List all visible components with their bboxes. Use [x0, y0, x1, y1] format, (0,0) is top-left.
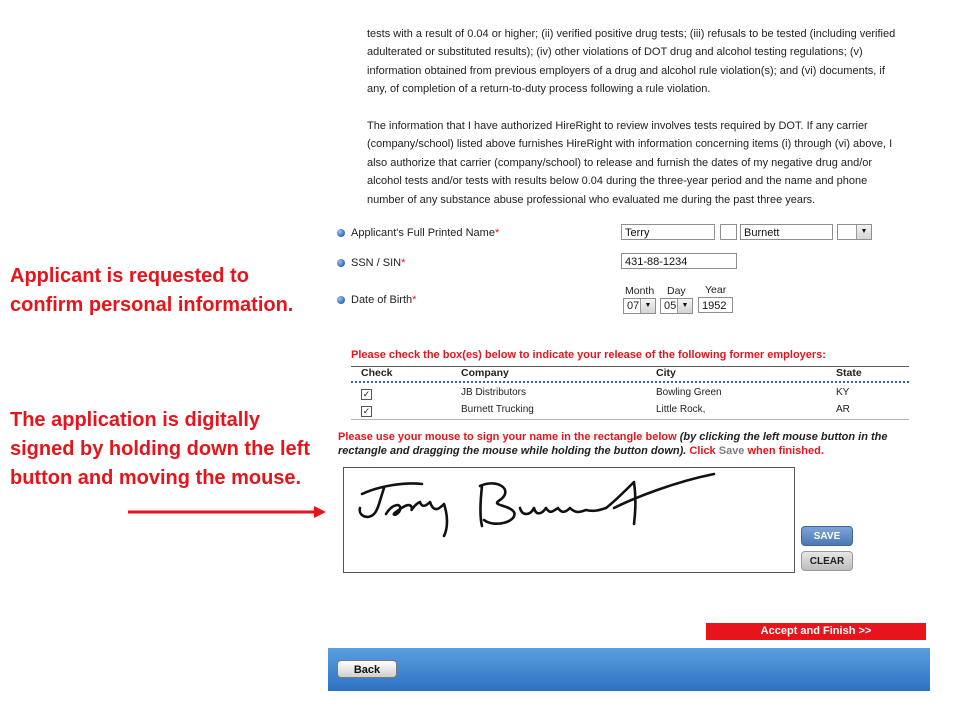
day-select[interactable]: [660, 298, 693, 314]
table-header: [351, 366, 909, 383]
release-title: Please check the box(es) below to indicate your release of the following former employers:: [351, 349, 826, 361]
chevron-down-icon: ▼: [640, 299, 655, 313]
instr-text-1: Please use your mouse to sign your name in the rectangle below: [338, 431, 680, 443]
authorization-text-2: The information that I have authorized HireRight to review involves tests required by DOT. If any carrier (company/school) listed above furnishes HireRight with information concerning items (i) through (vi) above, I also authorize that carrier (company/school) to release and furnish the dates of my negative drug and/or alcohol tests and/or tests with results below 0.04 during the three-year period and the name and phone number of any substance abuse professional who evaluated me during the past three years.: [367, 120, 893, 206]
instr-text-4: when finished.: [744, 445, 824, 457]
required-mark: *: [401, 257, 406, 269]
ssn-input[interactable]: 431-88-1234: [621, 253, 737, 269]
day-value: 05: [664, 300, 677, 312]
city-cell: Bowling Green: [656, 387, 722, 398]
release-checkbox[interactable]: ✓: [362, 406, 371, 416]
header-state: State: [836, 367, 862, 379]
authorization-text-1: tests with a result of 0.04 or higher; (ii) verified positive drug tests; (iii) refusals to be tested (including verified adulterated or substituted results); (iv) other violations of DOT drug and alcohol testing regulations; (v) information obtained from previous employers of a drug and alcohol rule violation(s); and (vi) documents, if any, of completion of a return-to-duty process following a rule violation.: [367, 28, 896, 96]
day-label: Day: [667, 285, 686, 297]
signature-pad[interactable]: [343, 467, 795, 573]
dob-label: Date of Birth: [351, 294, 413, 306]
back-button[interactable]: Back: [337, 660, 397, 678]
accept-and-finish-button[interactable]: Accept and Finish >>: [706, 623, 926, 640]
middle-initial-input[interactable]: [720, 224, 737, 240]
year-label: Year: [705, 284, 727, 296]
month-label: Month: [625, 285, 655, 297]
signature-instructions: [338, 430, 918, 458]
signature-drawing: [344, 468, 794, 572]
instr-save-word: Save: [718, 445, 745, 457]
state-cell: KY: [836, 387, 850, 398]
suffix-select[interactable]: [837, 224, 872, 240]
month-value: 07: [627, 300, 640, 312]
clear-button[interactable]: CLEAR: [801, 551, 853, 571]
chevron-down-icon: ▼: [677, 299, 692, 313]
instr-text-2: (by clicking the left mouse button in the rectangle and dragging the mouse while holding the button down).: [338, 431, 888, 457]
year-input[interactable]: 1952: [698, 297, 733, 313]
chevron-down-icon: ▼: [856, 225, 871, 239]
required-mark: *: [494, 227, 500, 239]
release-checkbox[interactable]: ✓: [362, 389, 371, 399]
instr-text-3: Click: [686, 445, 719, 457]
table-row: [351, 402, 909, 419]
employer-table: [351, 366, 909, 420]
ssn-label: SSN / SIN: [351, 257, 402, 269]
last-name-input[interactable]: Burnett: [740, 224, 833, 240]
header-check: Check: [361, 367, 393, 379]
bottom-navigation-bar: [328, 648, 930, 691]
state-cell: AR: [836, 404, 850, 415]
bullet-icon: [337, 229, 345, 237]
month-select[interactable]: [623, 298, 656, 314]
full-name-row: [337, 227, 499, 239]
city-cell: Little Rock,: [656, 404, 706, 415]
company-cell: JB Distributors: [461, 387, 527, 398]
bullet-icon: [337, 296, 345, 304]
dob-row: [337, 294, 416, 306]
callout-digital-signature: The application is digitally signed by holding down the left button and moving the mouse.: [10, 409, 310, 489]
callout-confirm-info: Applicant is requested to confirm personal information.: [10, 265, 294, 316]
header-company: Company: [461, 367, 509, 379]
bullet-icon: [337, 259, 345, 267]
required-mark: *: [412, 294, 417, 306]
table-row: [351, 385, 909, 402]
arrow-icon: [128, 502, 328, 522]
first-name-input[interactable]: Terry: [621, 224, 715, 240]
ssn-row: [337, 257, 405, 269]
save-button[interactable]: SAVE: [801, 526, 853, 546]
company-cell: Burnett Trucking: [461, 404, 534, 415]
header-city: City: [656, 367, 676, 379]
full-name-label: Applicant's Full Printed Name: [351, 227, 495, 239]
